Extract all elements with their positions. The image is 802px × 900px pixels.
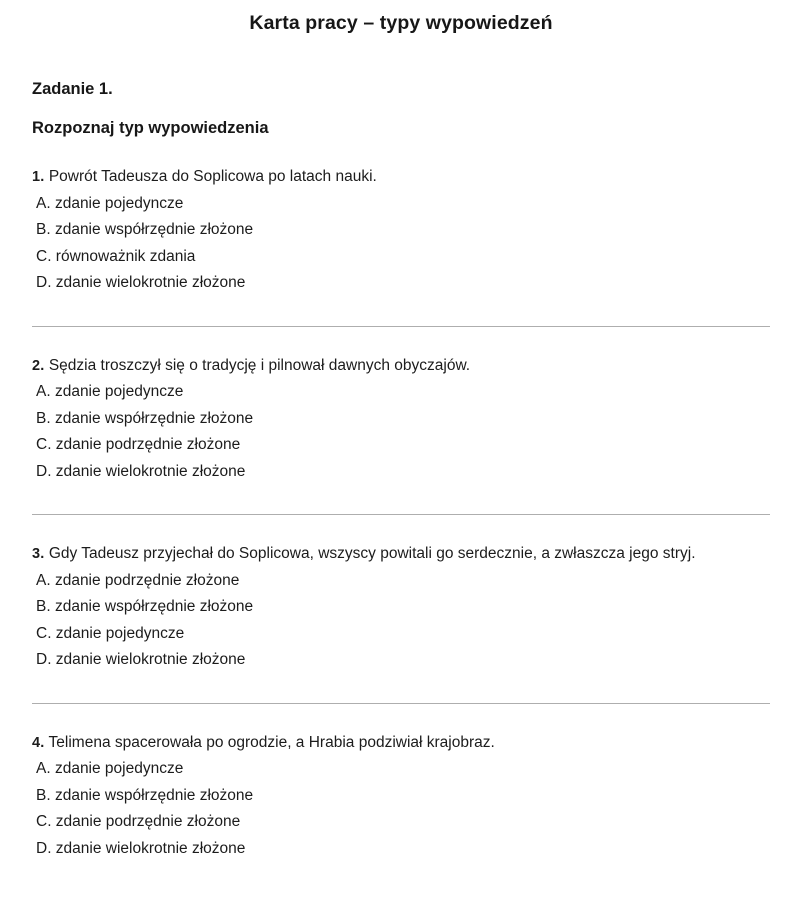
divider-spacer bbox=[32, 327, 770, 353]
option-list bbox=[32, 756, 770, 862]
question-text bbox=[32, 730, 750, 757]
option-c[interactable]: C. zdanie podrzędnie złożone bbox=[36, 436, 241, 453]
question-prompt: Telimena spacerowała po ogrodzie, a Hrabia podziwiał krajobraz. bbox=[48, 733, 495, 751]
option-a[interactable]: A. zdanie pojedyncze bbox=[36, 194, 184, 212]
option-b[interactable]: B. zdanie współrzędnie złożone bbox=[36, 221, 254, 238]
divider-spacer bbox=[32, 704, 770, 730]
question-prompt: Gdy Tadeusz przyjechał do Soplicowa, wszyscy powitali go serdecznie, a zwłaszcza jego stryj. bbox=[48, 545, 696, 562]
worksheet-body bbox=[0, 35, 802, 862]
divider-spacer bbox=[32, 297, 770, 326]
question-text bbox=[32, 353, 750, 380]
question-block bbox=[32, 164, 770, 297]
question-text bbox=[32, 541, 750, 568]
option-d[interactable]: D. zdanie wielokrotnie złożone bbox=[36, 839, 246, 857]
option-c[interactable]: C. zdanie podrzędnie złożone bbox=[36, 813, 241, 830]
question-list bbox=[32, 138, 770, 862]
question-number: 4. bbox=[32, 734, 45, 751]
question-block bbox=[32, 730, 770, 863]
question-prompt: Powrót Tadeusza do Soplicowa po latach nauki. bbox=[48, 168, 377, 185]
option-d[interactable]: D. zdanie wielokrotnie złożone bbox=[36, 274, 246, 291]
option-a[interactable]: A. zdanie pojedyncze bbox=[36, 383, 184, 400]
option-list bbox=[32, 191, 770, 297]
question-number: 2. bbox=[32, 357, 45, 374]
option-b[interactable]: B. zdanie współrzędnie złożone bbox=[36, 786, 254, 804]
question-block bbox=[32, 353, 770, 486]
divider-spacer bbox=[32, 674, 770, 703]
divider-spacer bbox=[32, 485, 770, 514]
task-label: Zadanie 1. bbox=[32, 80, 113, 98]
divider-spacer bbox=[32, 515, 770, 541]
question-text bbox=[32, 164, 750, 191]
question-number: 1. bbox=[32, 169, 45, 185]
option-b[interactable]: B. zdanie współrzędnie złożone bbox=[36, 409, 254, 427]
option-d[interactable]: D. zdanie wielokrotnie złożone bbox=[36, 462, 246, 480]
page-title: Karta pracy – typy wypowiedzeń bbox=[249, 12, 553, 34]
option-a[interactable]: A. zdanie pojedyncze bbox=[36, 760, 184, 777]
option-d[interactable]: D. zdanie wielokrotnie złożone bbox=[36, 651, 246, 668]
question-block bbox=[32, 541, 770, 674]
option-a[interactable]: A. zdanie podrzędnie złożone bbox=[36, 571, 240, 589]
option-c[interactable]: C. równoważnik zdania bbox=[36, 247, 196, 265]
option-b[interactable]: B. zdanie współrzędnie złożone bbox=[36, 598, 254, 615]
question-prompt: Sędzia troszczył się o tradycję i pilnował dawnych obyczajów. bbox=[48, 356, 471, 374]
task-instruction: Rozpoznaj typ wypowiedzenia bbox=[32, 119, 269, 137]
question-number: 3. bbox=[32, 546, 45, 562]
option-list bbox=[32, 379, 770, 485]
option-list bbox=[32, 568, 770, 674]
option-c[interactable]: C. zdanie pojedyncze bbox=[36, 624, 185, 642]
